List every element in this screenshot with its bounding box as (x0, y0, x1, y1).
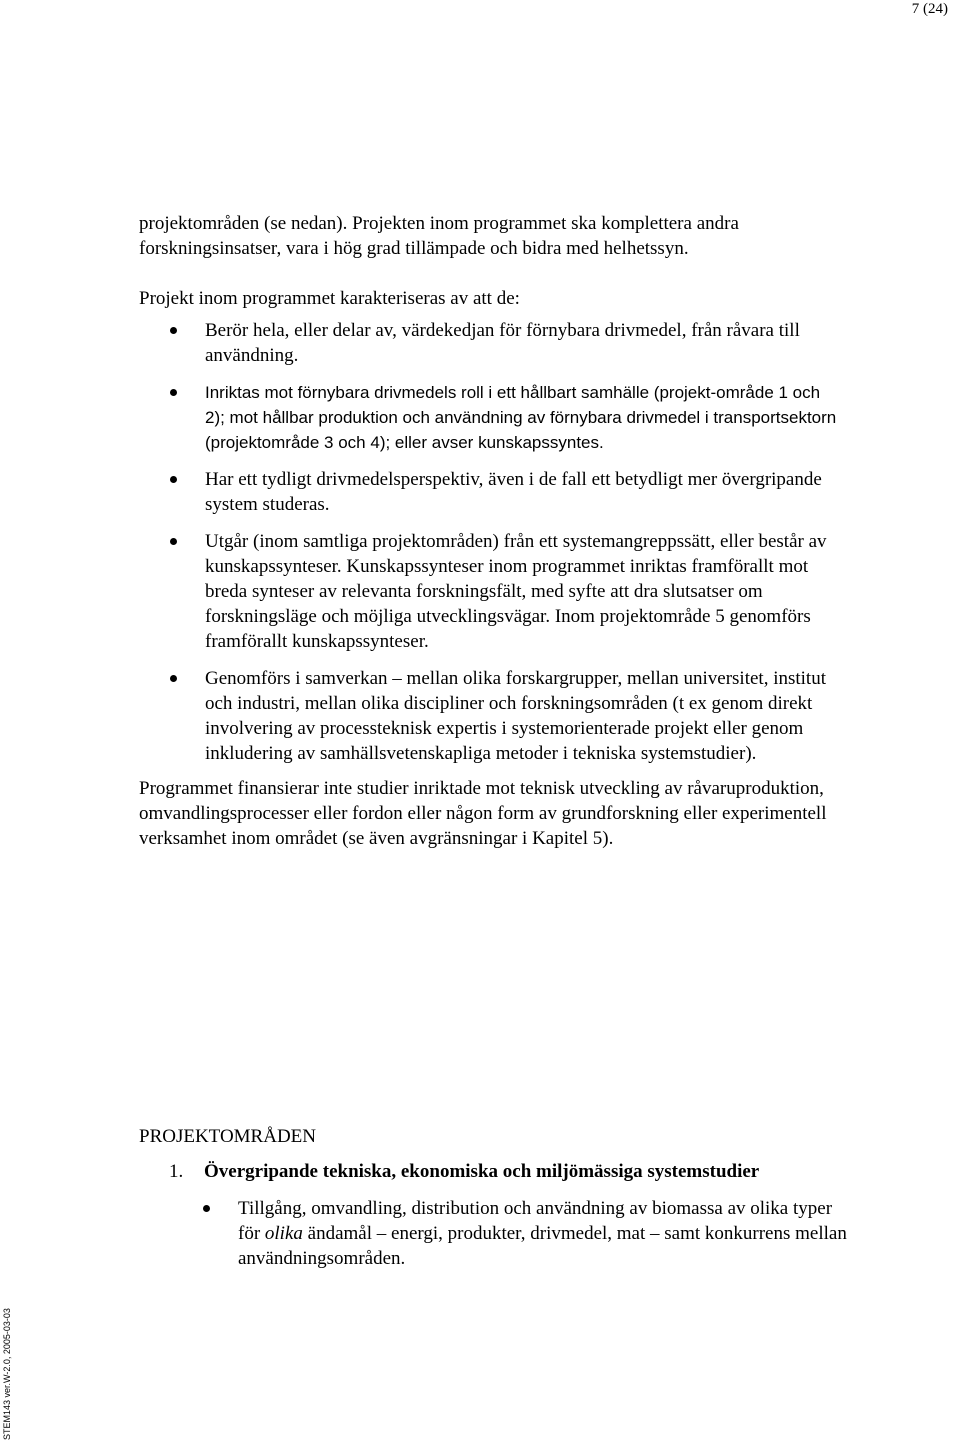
page-number: 7 (24) (911, 1, 948, 17)
characteristics-list (139, 318, 844, 766)
intro-paragraph: projektområden (se nedan). Projekten inom programmet ska komplettera andra forskningsinsatser, vara i hög grad tillämpade och bidra med helhetssyn. (139, 213, 739, 259)
version-stamp: STEM143 ver.W-2.0, 2005-03-03 (2, 1308, 12, 1440)
financing-paragraph: Programmet finansierar inte studier inriktade mot teknisk utveckling av råvaruproduktion, omvandlingsprocesser eller fordon eller någon form av grundforskning eller experimentell verksamhet inom området (se även avgränsningar i Kapitel 5). (139, 778, 827, 849)
list-item-text: Inriktas mot förnybara drivmedels roll i ett hållbart samhälle (projekt-område 1 och 2); mot hållbar produktion och användning av förnybara drivmedel i transportsektorn (projektområde 3 och 4); eller avser kunskapssyntes. (205, 383, 837, 452)
bullet-icon (170, 476, 177, 483)
list-item-text: Utgår (inom samtliga projektområden) från ett systemangreppssätt, eller består av kunskapssynteser. Kunskapssynteser inom programmet inriktas framförallt mot breda synteser av relevanta forskningsfält, med syfte att dra slutsatser om forskningsläge och möjliga utvecklingsvägar. Inom projektområde 5 genomförs framförallt kunskapssynteser. (205, 531, 827, 652)
bullet-icon (203, 1205, 210, 1212)
list-item (172, 1196, 852, 1271)
list-item-text (238, 1198, 847, 1269)
section-heading: PROJEKTOMRÅDEN (139, 1126, 317, 1147)
numbered-subheading (169, 1159, 869, 1184)
bullet-icon (170, 675, 177, 682)
lead-in-paragraph: Projekt inom programmet karakteriseras av att de: (139, 288, 520, 309)
list-item (139, 666, 844, 766)
subheading-number: 1. (169, 1161, 184, 1182)
bullet-icon (170, 327, 177, 334)
list-item-text-part: ändamål – energi, produkter, drivmedel, mat – samt konkurrens mellan användningsområden. (238, 1223, 847, 1269)
subheading-title: Övergripande tekniska, ekonomiska och miljömässiga systemstudier (204, 1161, 760, 1182)
list-item (139, 529, 844, 654)
projektomrade-list (172, 1196, 852, 1283)
document-body (139, 211, 844, 851)
list-item (139, 318, 844, 368)
list-item-text-part: Tillgång, omvandling, distribution och användning av biomassa av olika typer för (238, 1198, 833, 1244)
list-item-text: Genomförs i samverkan – mellan olika forskargrupper, mellan universitet, institut och industri, mellan olika discipliner och forskningsområden (t ex genom direkt involvering av processteknisk expertis i systemorienterade projekt eller genom inkludering av samhällsvetenskapliga metoder i tekniska systemstudier). (205, 668, 826, 764)
list-item-text: Har ett tydligt drivmedelsperspektiv, även i de fall ett betydligt mer övergripande system studeras. (205, 469, 822, 515)
bullet-icon (170, 389, 177, 396)
list-item-text: Berör hela, eller delar av, värdekedjan för förnybara drivmedel, från råvara till användning. (205, 320, 800, 366)
list-item-emphasis: olika (264, 1223, 303, 1244)
list-item (139, 467, 844, 517)
list-item (139, 380, 844, 455)
bullet-icon (170, 538, 177, 545)
